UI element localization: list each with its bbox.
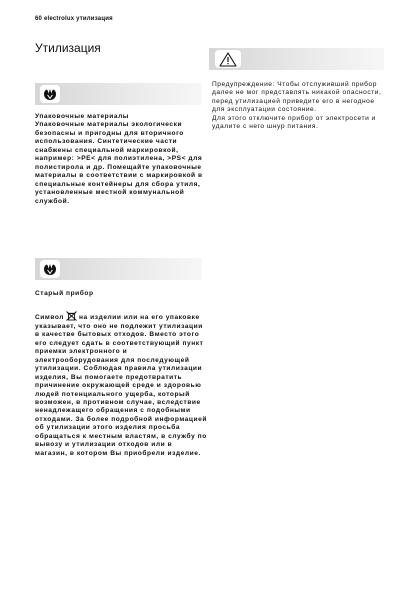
symbol-word: Символ <box>35 314 65 322</box>
warning-text: Предупреждение: Чтобы отслуживший прибор далее не мог представлять никакой опасности, перед утилизацией приведите его в негодное для эксплуатации состояние. <box>212 81 382 114</box>
crossed-bin-icon <box>66 311 77 321</box>
recycle-icon <box>40 85 60 103</box>
old-appliance-body: на изделии или на его упаковке указывает, что оно не подлежит утилизации в качестве бытовых отходов. Вместо этого его следует сдать в соответствующий пункт приемки электронного и электрооборудования для последующей утилизации. Соблюдая правила утилизации изделия, Вы помогаете предотвратить причинение окружающей среде и здоровью людей потенциального ущерба, который возможен, в противном случае, вследствие ненадлежащего обращения с подобными отходами. За более подробной информацией об утилизации этого изделия просьба обращаться к местным властям, в службу по вывозу и утилизации отходов или в магазин, в котором Вы приобрели изделие. <box>35 314 207 457</box>
old-appliance-heading: Старый прибор <box>35 290 94 297</box>
warning-band <box>209 48 384 70</box>
old-appliance-section <box>35 290 207 458</box>
warning-triangle-icon <box>215 50 241 68</box>
recycle-icon <box>40 260 60 278</box>
old-appliance-text <box>35 311 207 458</box>
recycle-band <box>35 83 202 105</box>
page-header: 60 electrolux утилизация <box>35 16 113 22</box>
packaging-text: Упаковочные материалы экологически безопасны и пригодны для вторичного использования. Синтетические части снабжены специальной маркировкой, например: >PE< для полиэтилена, >PS< для полистирола и др. Помещайте упаковочные материалы в соответствии с маркировкой в специальные контейнеры для сбора утиля, установленные местной коммунальной службой. <box>35 121 203 205</box>
packaging-heading: Упаковочные материалы <box>35 113 129 120</box>
packaging-section <box>35 113 207 206</box>
recycle-band-2 <box>35 258 202 280</box>
warning-instruction: Для этого отключите прибор от электросети и удалите с него шнур питания. <box>212 114 376 131</box>
warning-section <box>212 81 384 132</box>
page-title: Утилизация <box>35 41 101 55</box>
